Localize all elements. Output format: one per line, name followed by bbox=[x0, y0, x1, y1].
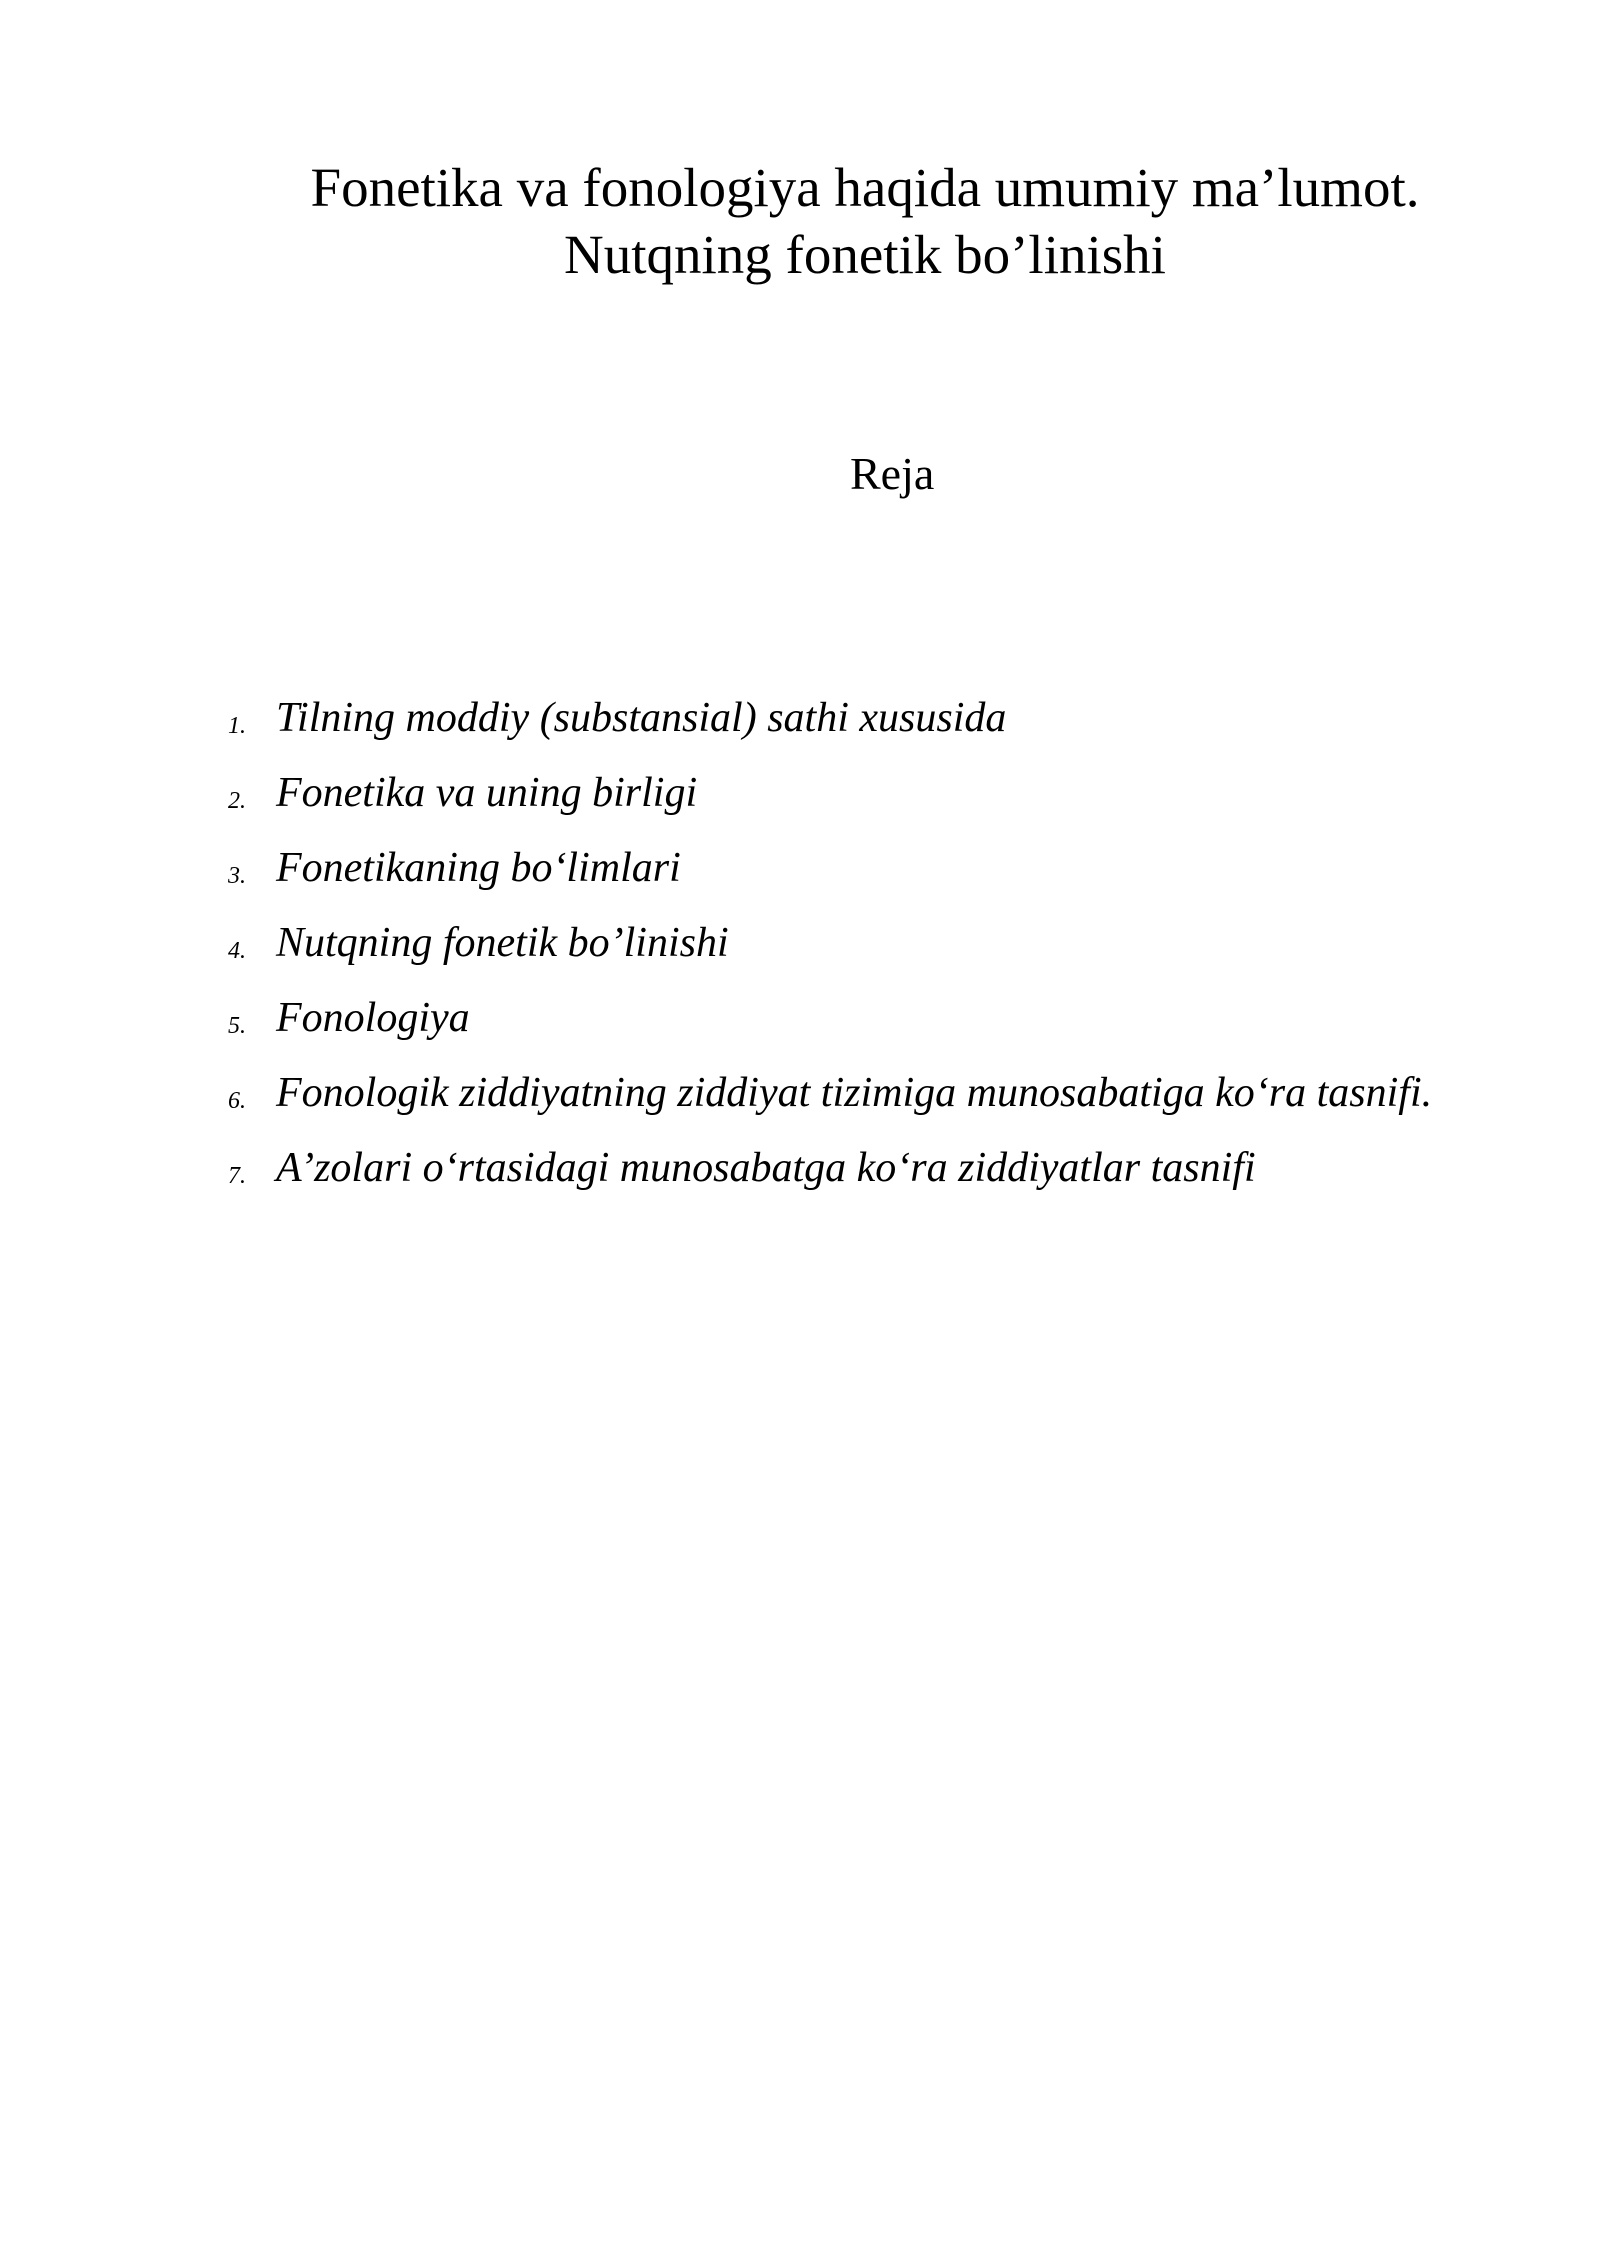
plan-item bbox=[0, 690, 1600, 765]
plan-item-text: Fonetika va uning birligi bbox=[276, 770, 698, 816]
plan-item-number: 3. bbox=[228, 863, 246, 889]
plan-list bbox=[0, 690, 1600, 1215]
plan-item-text: Fonologiya bbox=[276, 995, 470, 1041]
plan-item-text: Tilning moddiy (substansial) sathi xususida bbox=[276, 695, 1007, 741]
title-line-1: Fonetika va fonologiya haqida umumiy ma’lumot. bbox=[310, 157, 1420, 218]
plan-item-number: 4. bbox=[228, 938, 246, 964]
plan-item-text: A’zolari o‘rtasidagi munosabatga ko‘ra ziddiyatlar tasnifi bbox=[276, 1145, 1256, 1191]
plan-item-text: Fonetikaning bo‘limlari bbox=[276, 845, 681, 891]
plan-item bbox=[0, 990, 1600, 1065]
plan-item bbox=[0, 1065, 1600, 1140]
title-line-2: Nutqning fonetik bo’linishi bbox=[564, 224, 1166, 285]
plan-item-number: 5. bbox=[228, 1013, 246, 1039]
plan-heading-text: Reja bbox=[850, 448, 935, 499]
plan-item-text: Fonologik ziddiyatning ziddiyat tizimiga munosabatiga ko‘ra tasnifi. bbox=[276, 1070, 1433, 1116]
plan-item bbox=[0, 765, 1600, 840]
plan-item bbox=[0, 840, 1600, 915]
plan-item-number: 6. bbox=[228, 1088, 246, 1114]
plan-item bbox=[0, 1140, 1600, 1215]
document-title bbox=[200, 154, 1530, 288]
plan-item-number: 7. bbox=[228, 1163, 246, 1189]
plan-item bbox=[0, 915, 1600, 990]
plan-item-number: 1. bbox=[228, 713, 246, 739]
plan-item-number: 2. bbox=[228, 788, 246, 814]
plan-item-text: Nutqning fonetik bo’linishi bbox=[276, 920, 729, 966]
